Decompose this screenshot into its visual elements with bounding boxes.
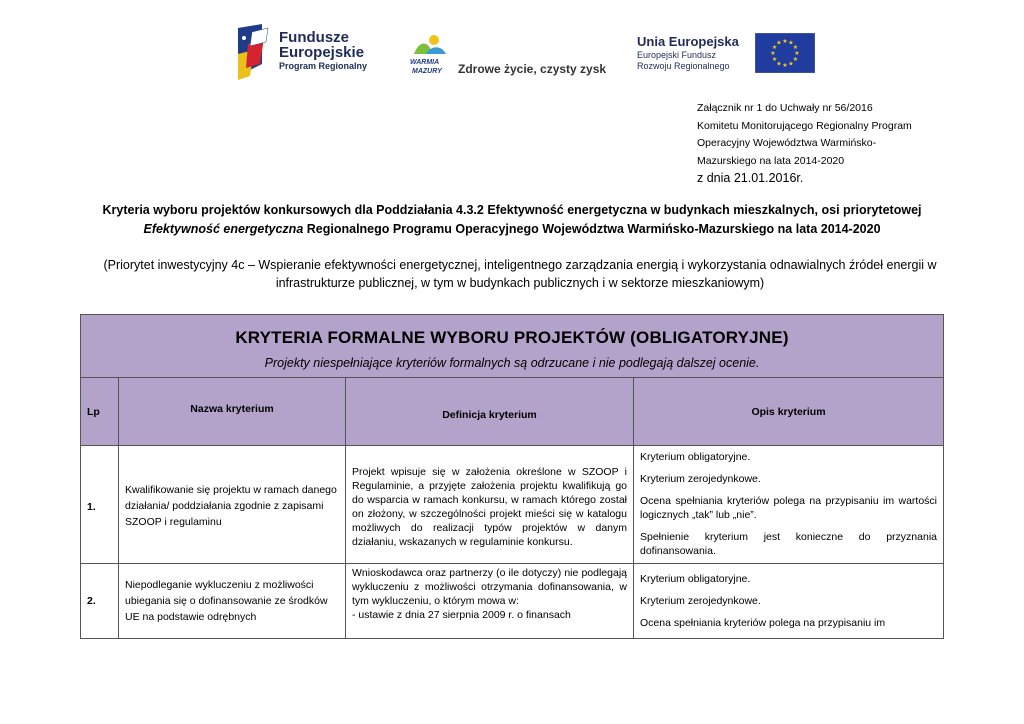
table-subheading: Projekty niespełniające kryteriów formalnych są odrzucane i nie podlegają dalszej ocenie.: [264, 356, 760, 370]
col-definition: Definicja kryterium: [346, 378, 634, 446]
annex-line1: Załącznik nr 1 do Uchwały nr 56/2016: [697, 102, 873, 114]
ue-line3: Rozwoju Regionalnego: [637, 61, 730, 71]
fe-line1: Fundusze: [279, 29, 349, 46]
svg-text:★: ★: [771, 56, 778, 63]
desc-line: Ocena spełniania kryteriów polega na przypisaniu im: [640, 617, 886, 629]
svg-text:★: ★: [770, 50, 776, 57]
desc-line: Kryterium obligatoryjne.: [640, 450, 751, 463]
title-part1: Kryteria wyboru projektów konkursowych dla Poddziałania 4.3.2 Efektywność energetyczna w budynkach mieszkalnych, osi priorytetowej: [102, 203, 922, 217]
desc-line: Kryterium zerojedynkowe.: [640, 472, 761, 485]
row-definition: Projekt wpisuje się w założenia określone w SZOOP i Regulaminie, a przyjęte założenia projektu kwalifikują go do wsparcia w ramach konkursu, w ramach którego został on złożony, w szczególności projekt mieści się w katalogu możliwych do realizacji typów projektów w danym działaniu, wskazanych w regulaminie konkursu.: [346, 446, 634, 564]
svg-text:★: ★: [771, 44, 778, 51]
row-name: Niepodleganie wykluczeniu z możliwości ubiegania się o dofinansowanie ze środków UE na podstawie odrębnych: [119, 564, 346, 639]
title-italic: Efektywność energetyczna: [143, 222, 304, 236]
ue-line2: Europejski Fundusz: [637, 50, 717, 60]
row-definition: [346, 564, 634, 639]
svg-text:★: ★: [792, 56, 799, 63]
row-description: [634, 564, 944, 639]
table-heading-cell: [81, 315, 944, 378]
eu-flag-icon: [755, 33, 815, 73]
wm-brand2: MAZURY: [412, 68, 442, 75]
svg-text:★: ★: [782, 62, 788, 69]
criteria-table: [80, 314, 944, 639]
column-header-row: [81, 378, 944, 446]
desc-line: Spełnienie kryterium jest konieczne do przyznania dofinansowania.: [640, 530, 937, 557]
fundusze-europejskie-logo: [238, 24, 274, 80]
svg-text:★: ★: [776, 39, 782, 47]
table-row: [81, 446, 944, 564]
ue-line1: Unia Europejska: [637, 34, 739, 49]
svg-text:★: ★: [792, 44, 799, 51]
document-title: [80, 201, 944, 239]
svg-text:★: ★: [776, 60, 782, 68]
desc-line: Kryterium obligatoryjne.: [640, 573, 751, 585]
svg-text:★: ★: [794, 50, 800, 57]
fe-line2: Europejskie: [279, 44, 365, 61]
col-name: Nazwa kryterium: [119, 378, 346, 446]
annex-line2: Komitetu Monitorującego Regionalny Program: [697, 119, 912, 132]
annex-line4: Mazurskiego na lata 2014-2020: [697, 154, 845, 167]
svg-text:★: ★: [782, 38, 788, 45]
wm-brand1: WARMIA: [410, 59, 440, 66]
desc-line: Kryterium zerojedynkowe.: [640, 595, 761, 607]
table-heading: KRYTERIA FORMALNE WYBORU PROJEKTÓW (OBLIGATORYJNE): [235, 328, 789, 347]
svg-text:★: ★: [788, 60, 794, 68]
priority-note: (Priorytet inwestycyjny 4c – Wspieranie efektywności energetycznej, inteligentnego zarządzania energią i wykorzystania odnawialnych źródeł energii w infrastrukturze publicznej, w tym w budynkach publicznych i w sektorze mieszkaniowym): [103, 258, 937, 290]
wm-slogan: Zdrowe życie, czysty zysk: [458, 62, 607, 76]
fundusze-europejskie-text: [279, 30, 367, 72]
table-row: [81, 564, 944, 639]
title-part2: Regionalnego Programu Operacyjnego Województwa Warmińsko-Mazurskiego na lata 2014-2020: [303, 222, 881, 236]
row-lp: 2.: [81, 564, 119, 639]
row-lp: 1.: [81, 446, 119, 564]
definition-line: Wnioskodawca oraz partnerzy (o ile dotyczy) nie podlegają wykluczeniu z możliwości otrzymania dofinansowania, w tym wykluczeniu, o którym mowa w:: [352, 567, 627, 607]
desc-line: Ocena spełniania kryteriów polega na przypisaniu im wartości logicznych „tak” lub „nie”.: [640, 494, 937, 521]
annex-date: z dnia 21.01.2016r.: [697, 171, 804, 185]
col-description: Opis kryterium: [634, 378, 944, 446]
unia-europejska-text: [637, 34, 745, 72]
definition-line: - ustawie z dnia 27 sierpnia 2009 r. o finansach: [352, 609, 571, 621]
annex-line3: Operacyjny Województwa Warmińsko-: [697, 137, 877, 149]
svg-text:★: ★: [788, 39, 794, 47]
row-description: [634, 446, 944, 564]
row-name: Kwalifikowanie się projektu w ramach danego działania/ poddziałania zgodnie z zapisami SZOOP i regulaminu: [119, 446, 346, 564]
col-lp: Lp: [81, 378, 119, 446]
fe-line3: Program Regionalny: [279, 61, 368, 71]
annex-note: [697, 100, 947, 188]
warmia-mazury-logo: [408, 32, 452, 76]
